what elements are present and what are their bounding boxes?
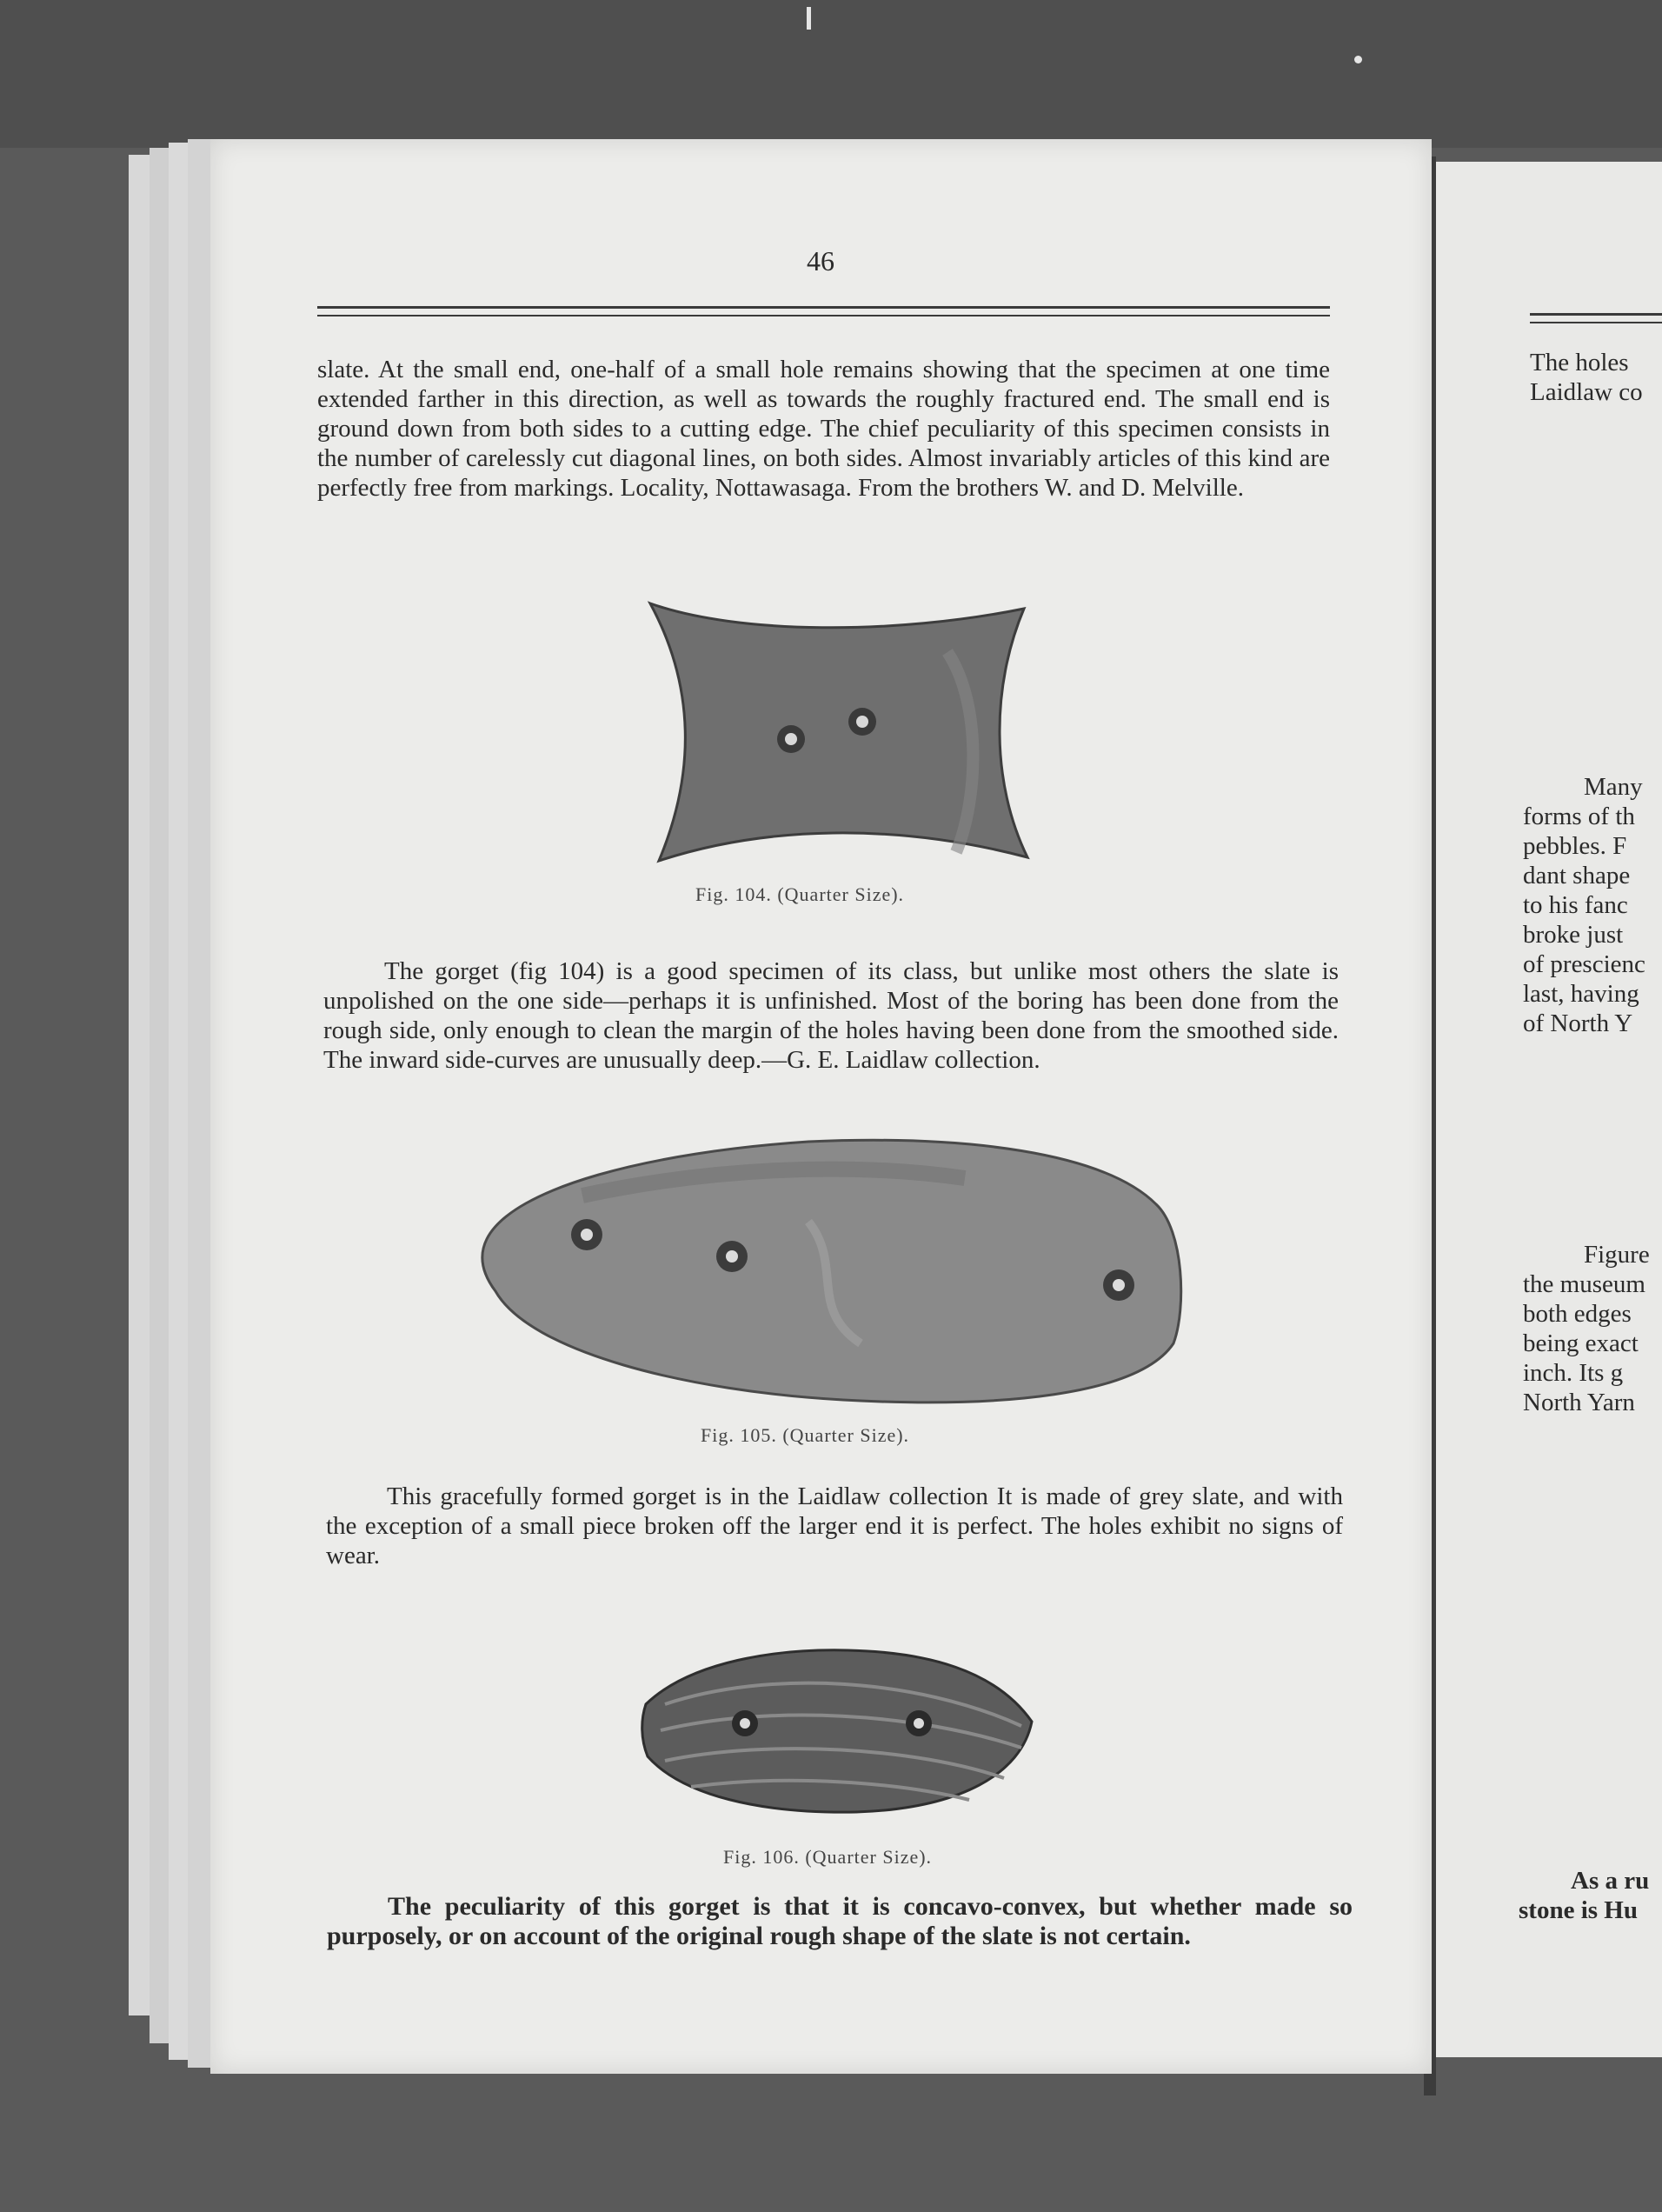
facing-header-rule [1530, 313, 1662, 316]
paragraph-concavo-convex: The peculiarity of this gorget is that it is concavo-convex, but whether made so purposely, or on account of the original rough shape of the slate is not certain. [327, 1892, 1353, 1950]
facing-line: to his fanc [1523, 891, 1628, 919]
dust-speck [807, 7, 811, 30]
facing-line: the museum [1523, 1270, 1645, 1298]
facing-line: both edges [1523, 1300, 1632, 1328]
figure-104-caption: Fig. 104. (Quarter Size). [695, 883, 905, 905]
paragraph-laidlaw-gorget: This gracefully formed gorget is in the Laidlaw collection It is made of grey slate, and with the exception of a small piece broken off the larger end it is perfect. The holes exhibit no signs of wear. [326, 1482, 1343, 1569]
facing-line: pebbles. F [1523, 832, 1627, 860]
facing-line: dant shape [1523, 862, 1631, 889]
paragraph-slate: slate. At the small end, one-half of a small hole remains showing that the specimen at one time extended farther in this direction, as well as towards the roughly fractured end. The small end is ground down from both sides to a cutting edge. The chief peculiarity of this specimen consists in the number of carelessly cut diagonal lines, on both sides. Almost invariably articles of this kind are perfectly free from markings. Locality, Nottawasaga. From the brothers W. and D. Melville. [317, 356, 1330, 502]
facing-line: The holes [1530, 349, 1629, 376]
facing-line: forms of th [1523, 803, 1635, 830]
facing-line: Figure [1584, 1241, 1650, 1269]
facing-line: of prescienc [1523, 950, 1645, 978]
dust-speck [1354, 56, 1362, 63]
facing-line: broke just [1523, 921, 1624, 949]
figure-106-caption: Fig. 106. (Quarter Size). [723, 1846, 933, 1868]
facing-page [1436, 162, 1662, 2057]
figure-104-gorget-image [635, 600, 1034, 865]
scanner-background [0, 0, 1662, 148]
facing-line: being exact [1523, 1329, 1639, 1357]
facing-line: stone is Hu [1519, 1896, 1638, 1924]
paragraph-gorget-fig104: The gorget (fig 104) is a good specimen of its class, but unlike most others the slate is unpolished on the one side—perhaps it is unfinished. Most of the boring has been done from the rough side, only enough to clean the margin of the holes having been done from the smoothed side. The inward side-curves are unusually deep.—G. E. Laidlaw collection. [323, 957, 1339, 1074]
figure-105-gorget-image [478, 1135, 1191, 1413]
facing-line: inch. Its g [1523, 1359, 1624, 1387]
page-number: 46 [807, 245, 834, 276]
header-rule [317, 315, 1330, 316]
figure-105-caption: Fig. 105. (Quarter Size). [701, 1424, 910, 1446]
header-rule [317, 306, 1330, 309]
facing-line: of North Y [1523, 1009, 1633, 1037]
facing-line: last, having [1523, 980, 1639, 1008]
facing-line: Many [1584, 773, 1643, 801]
figure-106-gorget-image [639, 1643, 1039, 1817]
facing-line: North Yarn [1523, 1389, 1635, 1416]
facing-line: Laidlaw co [1530, 378, 1643, 406]
facing-line: As a ru [1571, 1867, 1650, 1895]
facing-header-rule [1530, 322, 1662, 323]
